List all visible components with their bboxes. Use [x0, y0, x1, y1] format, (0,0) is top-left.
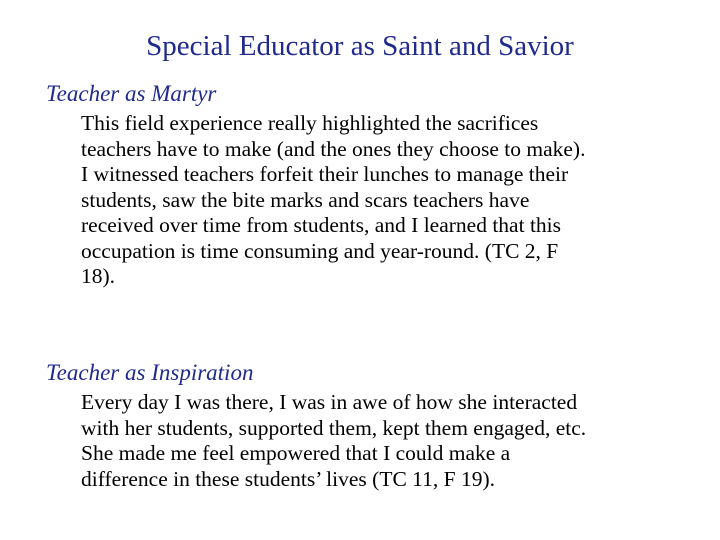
section-heading: Teacher as Martyr — [46, 81, 217, 106]
quote-line: She made me feel empowered that I could make a — [81, 441, 511, 465]
quote-line: difference in these students’ lives (TC 11, F 19). — [81, 466, 495, 491]
slide-title: Special Educator as Saint and Savior — [146, 30, 574, 62]
quote-line: received over time from students, and I learned that this — [81, 213, 562, 237]
quote-line: This field experience really highlighted the sacrifices — [81, 111, 539, 135]
section-heading: Teacher as Inspiration — [46, 360, 254, 385]
quote-line: occupation is time consuming and year-round. (TC 2, F — [81, 238, 559, 263]
quote-line: Every day I was there, I was in awe of how she interacted — [81, 390, 578, 414]
quote-text — [81, 390, 701, 492]
quote-line: with her students, supported them, kept them engaged, etc. — [81, 415, 587, 440]
quote-line: 18). — [81, 264, 116, 288]
quote-line: students, saw the bite marks and scars teachers have — [81, 187, 530, 212]
section-teacher-as-inspiration — [46, 359, 706, 492]
section-teacher-as-martyr — [46, 80, 706, 290]
quote-text — [81, 111, 701, 290]
quote-line: I witnessed teachers forfeit their lunches to manage their — [81, 162, 569, 186]
quote-line: teachers have to make (and the ones they choose to make). — [81, 136, 586, 161]
